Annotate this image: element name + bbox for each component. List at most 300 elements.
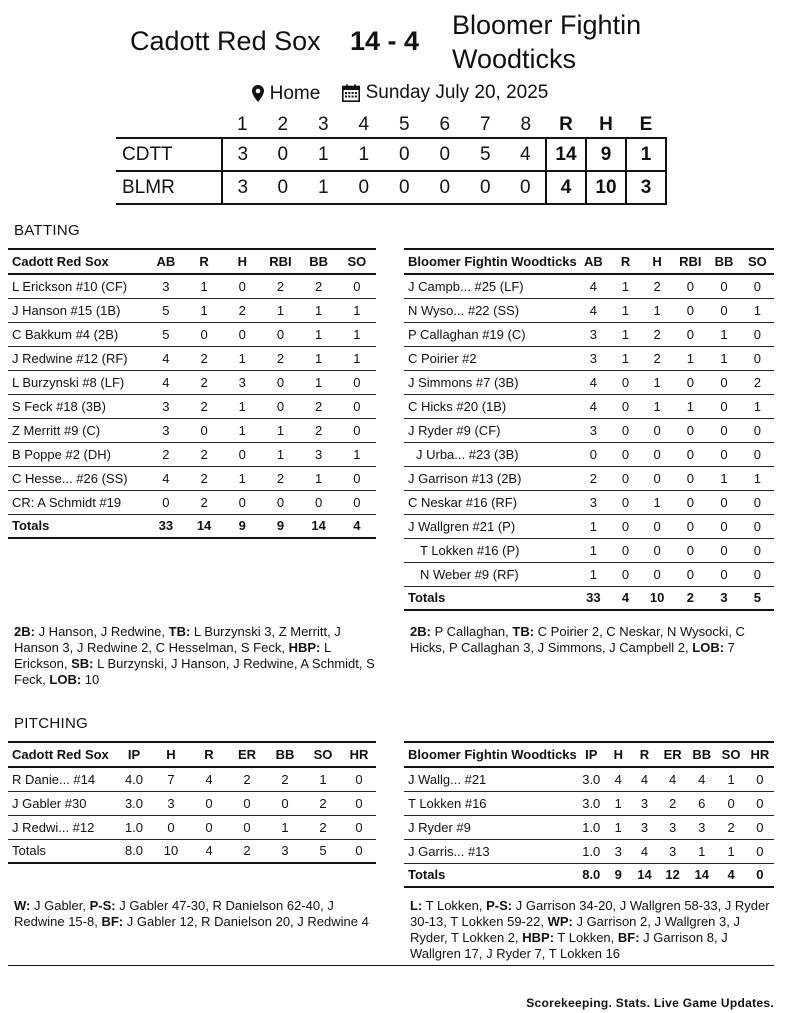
column-header: SO [741, 249, 774, 274]
note-label: L: [410, 898, 423, 913]
stat-cell: 3 [577, 490, 610, 514]
game-header [0, 6, 800, 78]
stat-cell: 5 [147, 298, 185, 322]
stat-cell: 1 [610, 274, 641, 298]
stat-cell: 2 [147, 442, 185, 466]
player-name: J Hanson #15 (1B) [8, 298, 147, 322]
table-row [404, 370, 774, 394]
linescore-e: 1 [626, 138, 666, 171]
table-row [404, 538, 774, 562]
home-pitching-table [404, 741, 774, 888]
inning-runs: 3 [222, 138, 263, 171]
total-cell: 9 [223, 514, 261, 538]
note-text: 10 [81, 672, 100, 687]
total-cell: 3 [707, 586, 740, 610]
stat-cell: 3 [577, 418, 610, 442]
note-label: BF: [617, 930, 640, 945]
table-row [8, 442, 376, 466]
stat-cell: 1 [300, 346, 338, 370]
stat-cell: 0 [185, 322, 223, 346]
player-name: N Weber #9 (RF) [404, 562, 577, 586]
total-cell: 8.0 [577, 863, 606, 887]
stat-cell: 0 [741, 322, 774, 346]
column-header: ER [228, 742, 266, 767]
stat-cell: 0 [185, 418, 223, 442]
player-name: T Lokken #16 (P) [404, 538, 577, 562]
final-score: 14 - 4 [350, 26, 420, 56]
stat-cell: 1 [707, 322, 740, 346]
stat-cell: 0 [261, 394, 299, 418]
stat-cell: 0 [338, 370, 376, 394]
note-text: J Gabler, [30, 898, 90, 913]
stat-cell: 2 [716, 815, 745, 839]
stat-cell: 4 [631, 767, 658, 791]
stat-cell: 1 [610, 298, 641, 322]
stat-cell: 2 [261, 274, 299, 298]
stat-cell: 0 [741, 538, 774, 562]
stat-cell: 2 [641, 346, 673, 370]
stat-cell: 3 [658, 839, 687, 863]
stat-cell: 0 [673, 370, 707, 394]
stat-cell: 3 [223, 370, 261, 394]
total-cell: 5 [304, 839, 342, 863]
column-header: HR [342, 742, 376, 767]
stat-cell: 3 [147, 274, 185, 298]
away-batting-table [8, 248, 376, 539]
stat-cell: 0 [641, 466, 673, 490]
inning-runs: 0 [263, 138, 304, 171]
player-name: J Redwi... #12 [8, 815, 116, 839]
stat-cell: 0 [147, 490, 185, 514]
stat-cell: 0 [190, 791, 228, 815]
stat-cell: 0 [338, 394, 376, 418]
stat-cell: 3 [300, 442, 338, 466]
totals-row [404, 586, 774, 610]
player-name: C Hicks #20 (1B) [404, 394, 577, 418]
stat-cell: 0 [152, 815, 190, 839]
player-name: J Simmons #7 (3B) [404, 370, 577, 394]
stat-cell: 0 [190, 815, 228, 839]
total-cell: 8.0 [116, 839, 152, 863]
column-header: AB [147, 249, 185, 274]
stat-cell: 0 [707, 274, 740, 298]
errors-header: E [639, 113, 653, 135]
note-text: T Lokken, [554, 930, 618, 945]
total-cell: 33 [577, 586, 610, 610]
stat-cell: 4 [147, 370, 185, 394]
table-row [8, 346, 376, 370]
stat-cell: 4 [147, 346, 185, 370]
totals-label: Totals [8, 514, 147, 538]
away-team-name: Cadott Red Sox [130, 26, 321, 56]
table-row [8, 298, 376, 322]
total-cell: 4 [610, 586, 641, 610]
player-name: J Garris... #13 [404, 839, 577, 863]
stat-cell: 0 [342, 815, 376, 839]
stat-cell: 1 [577, 562, 610, 586]
pitching-title: PITCHING [14, 715, 89, 732]
total-cell: 10 [152, 839, 190, 863]
stat-cell: 0 [610, 514, 641, 538]
stat-cell: 5 [147, 322, 185, 346]
stat-cell: 1 [300, 370, 338, 394]
date-label: Sunday July 20, 2025 [365, 82, 549, 103]
stat-cell: 1 [304, 767, 342, 791]
stat-cell: 3.0 [577, 791, 606, 815]
stat-cell: 2 [185, 346, 223, 370]
table-row [8, 394, 376, 418]
stat-cell: 4 [631, 839, 658, 863]
stat-cell: 1 [673, 346, 707, 370]
table-row [404, 274, 774, 298]
table-row [404, 514, 774, 538]
total-cell: 0 [746, 863, 774, 887]
stat-cell: 0 [342, 767, 376, 791]
stat-cell: 0 [673, 322, 707, 346]
column-header: BB [707, 249, 740, 274]
table-row [404, 490, 774, 514]
inning-runs: 1 [303, 138, 344, 171]
stat-cell: 0 [338, 490, 376, 514]
table-row [404, 418, 774, 442]
table-row [404, 394, 774, 418]
stat-cell: 2 [261, 466, 299, 490]
stat-cell: 0 [641, 418, 673, 442]
stat-cell: 3 [687, 815, 716, 839]
linescore-row [116, 138, 666, 171]
table-row [8, 274, 376, 298]
stat-cell: 4 [190, 767, 228, 791]
stat-cell: 1 [673, 394, 707, 418]
note-label: 2B: [14, 624, 35, 639]
linescore-r: 14 [546, 138, 586, 171]
column-header: R [185, 249, 223, 274]
player-name: C Poirier #2 [404, 346, 577, 370]
stat-cell: 0 [610, 538, 641, 562]
note-text: C Poirier 2, C Neskar, N Wysocki, C Hicks, P Callaghan 3, J Simmons, J Campbell 2, [410, 624, 745, 655]
stat-cell: 0 [610, 490, 641, 514]
stat-cell: 2 [577, 466, 610, 490]
stat-cell: 3.0 [116, 791, 152, 815]
stat-cell: 0 [746, 815, 774, 839]
note-label: BF: [101, 914, 124, 929]
away-pitching-notes [14, 898, 380, 930]
stat-cell: 1 [185, 274, 223, 298]
game-date [342, 82, 549, 104]
linescore-e: 3 [626, 171, 666, 204]
inning-runs: 0 [384, 171, 425, 204]
stat-cell: 0 [741, 490, 774, 514]
totals-label: Totals [404, 586, 577, 610]
stat-cell: 3 [152, 791, 190, 815]
column-header: R [190, 742, 228, 767]
player-name: B Poppe #2 (DH) [8, 442, 147, 466]
inning-runs: 0 [263, 171, 304, 204]
stat-cell: 3 [147, 418, 185, 442]
note-text: J Hanson, J Redwine, [34, 624, 169, 639]
column-header: ER [658, 742, 687, 767]
total-cell: 3 [266, 839, 304, 863]
stat-cell: 1 [300, 298, 338, 322]
home-team-name: Bloomer Fightin Woodticks [452, 10, 642, 74]
game-meta [0, 82, 800, 108]
player-name: J Redwine #12 (RF) [8, 346, 147, 370]
inning-runs: 4 [506, 138, 547, 171]
note-label: HBP: [288, 640, 321, 655]
stat-cell: 1 [641, 370, 673, 394]
inning-header: 2 [277, 113, 289, 135]
column-header: R [631, 742, 658, 767]
stat-cell: 4 [687, 767, 716, 791]
stat-cell: 0 [610, 562, 641, 586]
stat-cell: 1 [741, 466, 774, 490]
stat-cell: 0 [610, 466, 641, 490]
note-label: W: [14, 898, 31, 913]
stat-cell: 0 [338, 418, 376, 442]
stat-cell: 0 [707, 298, 740, 322]
note-text: L Erickson, [14, 640, 331, 671]
stat-cell: 1 [338, 346, 376, 370]
total-cell: 4 [190, 839, 228, 863]
stat-cell: 2 [658, 791, 687, 815]
column-header: BB [687, 742, 716, 767]
stat-cell: 0 [673, 274, 707, 298]
linescore-h: 9 [586, 138, 626, 171]
stat-cell: 4 [577, 274, 610, 298]
stat-cell: 1 [741, 394, 774, 418]
stat-cell: 6 [687, 791, 716, 815]
player-name: C Neskar #16 (RF) [404, 490, 577, 514]
table-header [404, 742, 774, 767]
table-row [404, 839, 774, 863]
total-cell: 2 [228, 839, 266, 863]
player-name: J Ryder #9 [404, 815, 577, 839]
stat-cell: 0 [228, 791, 266, 815]
column-header: BB [266, 742, 304, 767]
table-row [404, 346, 774, 370]
stat-cell: 2 [641, 322, 673, 346]
linescore-h: 10 [586, 171, 626, 204]
player-name: J Urba... #23 (3B) [404, 442, 577, 466]
linescore-header [116, 112, 666, 138]
total-cell: 14 [300, 514, 338, 538]
totals-row [8, 839, 376, 863]
note-text: L Burzynski 3, Z Merritt, J Hanson 3, J Redwine 2, C Hesselman, S Feck, [14, 624, 341, 655]
stat-cell: 1 [261, 442, 299, 466]
stat-cell: 0 [223, 322, 261, 346]
stat-cell: 1 [707, 346, 740, 370]
player-name: J Wallg... #21 [404, 767, 577, 791]
hits-header: H [599, 113, 613, 135]
table-header [8, 742, 376, 767]
note-label: P-S: [89, 898, 116, 913]
player-name: C Hesse... #26 (SS) [8, 466, 147, 490]
stat-cell: 0 [673, 514, 707, 538]
stat-cell: 2 [261, 346, 299, 370]
note-text: J Gabler 47-30, R Danielson 62-40, J Redwine 15-8, [14, 898, 334, 929]
note-label: 2B: [410, 624, 431, 639]
column-header: SO [338, 249, 376, 274]
calendar-icon [342, 84, 360, 102]
stat-cell: 3 [631, 791, 658, 815]
player-name: L Burzynski #8 (LF) [8, 370, 147, 394]
totals-label: Totals [8, 839, 116, 863]
stat-cell: 0 [610, 418, 641, 442]
stat-cell: 0 [266, 791, 304, 815]
note-label: TB: [168, 624, 191, 639]
stat-cell: 1 [223, 466, 261, 490]
player-name: N Wyso... #22 (SS) [404, 298, 577, 322]
stat-cell: 0 [741, 418, 774, 442]
note-label: HBP: [522, 930, 555, 945]
stat-cell: 1 [741, 298, 774, 322]
column-header: IP [577, 742, 606, 767]
stat-cell: 1.0 [577, 839, 606, 863]
player-name: R Danie... #14 [8, 767, 116, 791]
stat-cell: 0 [338, 466, 376, 490]
column-header: H [152, 742, 190, 767]
column-header: H [606, 742, 631, 767]
stat-cell: 1 [716, 767, 745, 791]
stat-cell: 0 [707, 418, 740, 442]
stat-cell: 0 [223, 442, 261, 466]
note-text: J Garrison 8, J Wallgren 17, J Ryder 7, T Lokken 16 [410, 930, 728, 961]
stat-cell: 0 [746, 791, 774, 815]
column-header: R [610, 249, 641, 274]
stat-cell: 4 [577, 394, 610, 418]
stat-cell: 0 [707, 562, 740, 586]
stat-cell: 2 [300, 274, 338, 298]
team-name-header: Bloomer Fightin Woodticks [404, 249, 577, 274]
player-name: J Garrison #13 (2B) [404, 466, 577, 490]
note-text: J Garrison 34-20, J Wallgren 58-33, J Ryder 30-13, T Lokken 59-22, [410, 898, 770, 929]
stat-cell: 1 [338, 322, 376, 346]
table-row [404, 815, 774, 839]
inning-header: 1 [236, 113, 248, 135]
column-header: IP [116, 742, 152, 767]
column-header: SO [304, 742, 342, 767]
stat-cell: 1 [223, 394, 261, 418]
stat-cell: 2 [304, 815, 342, 839]
stat-cell: 3 [606, 839, 631, 863]
footer-tagline: Scorekeeping. Stats. Live Game Updates. [526, 996, 774, 1010]
stat-cell: 0 [228, 815, 266, 839]
stat-cell: 0 [707, 514, 740, 538]
stat-cell: 0 [741, 514, 774, 538]
total-cell: 4 [716, 863, 745, 887]
table-row [8, 370, 376, 394]
team-name-header: Cadott Red Sox [8, 249, 147, 274]
note-text: T Lokken, [422, 898, 487, 913]
player-name: T Lokken #16 [404, 791, 577, 815]
stat-cell: 2 [228, 767, 266, 791]
inning-runs: 1 [303, 171, 344, 204]
stat-cell: 0 [707, 490, 740, 514]
stat-cell: 7 [152, 767, 190, 791]
stat-cell: 1.0 [577, 815, 606, 839]
linescore-table [116, 112, 667, 205]
stat-cell: 4 [147, 466, 185, 490]
total-cell: 0 [342, 839, 376, 863]
stat-cell: 0 [673, 418, 707, 442]
stat-cell: 0 [641, 442, 673, 466]
player-name: J Ryder #9 (CF) [404, 418, 577, 442]
stat-cell: 1.0 [116, 815, 152, 839]
stat-cell: 4 [606, 767, 631, 791]
note-text: 7 [724, 640, 735, 655]
note-text: P Callaghan, [430, 624, 513, 639]
stat-cell: 3 [577, 322, 610, 346]
column-header: H [641, 249, 673, 274]
inning-header: 3 [317, 113, 329, 135]
away-pitching-table [8, 741, 376, 864]
stat-cell: 1 [707, 466, 740, 490]
location [252, 83, 321, 105]
stat-cell: 1 [185, 298, 223, 322]
stat-cell: 0 [641, 538, 673, 562]
inning-runs: 0 [425, 171, 466, 204]
home-batting-notes [410, 624, 776, 656]
stat-cell: 0 [707, 370, 740, 394]
column-header: BB [300, 249, 338, 274]
total-cell: 12 [658, 863, 687, 887]
stat-cell: 3 [658, 815, 687, 839]
stat-cell: 1 [577, 514, 610, 538]
stat-cell: 0 [673, 298, 707, 322]
stat-cell: 1 [716, 839, 745, 863]
inning-runs: 0 [506, 171, 547, 204]
inning-runs: 3 [222, 171, 263, 204]
stat-cell: 3 [147, 394, 185, 418]
stat-cell: 0 [746, 767, 774, 791]
stat-cell: 0 [223, 490, 261, 514]
home-batting-table [404, 248, 774, 611]
column-header: H [223, 249, 261, 274]
table-row [404, 442, 774, 466]
player-name: P Callaghan #19 (C) [404, 322, 577, 346]
column-header: RBI [673, 249, 707, 274]
table-row [8, 466, 376, 490]
table-row [8, 767, 376, 791]
table-row [404, 466, 774, 490]
away-batting-notes [14, 624, 380, 688]
inning-header: 5 [398, 113, 410, 135]
stat-cell: 0 [610, 370, 641, 394]
stat-cell: 1 [261, 418, 299, 442]
table-header [8, 249, 376, 274]
note-label: LOB: [49, 672, 82, 687]
stat-cell: 0 [300, 490, 338, 514]
player-name: J Wallgren #21 (P) [404, 514, 577, 538]
player-name: CR: A Schmidt #19 [8, 490, 147, 514]
stat-cell: 1 [266, 815, 304, 839]
column-header: HR [746, 742, 774, 767]
totals-label: Totals [404, 863, 577, 887]
total-cell: 2 [673, 586, 707, 610]
player-name: S Feck #18 (3B) [8, 394, 147, 418]
stat-cell: 1 [610, 322, 641, 346]
stat-cell: 2 [741, 370, 774, 394]
stat-cell: 0 [707, 394, 740, 418]
stat-cell: 0 [610, 442, 641, 466]
total-cell: 9 [606, 863, 631, 887]
stat-cell: 1 [641, 394, 673, 418]
total-cell: 10 [641, 586, 673, 610]
inning-header: 6 [439, 113, 451, 135]
stat-cell: 1 [687, 839, 716, 863]
inning-runs: 0 [465, 171, 506, 204]
stat-cell: 3 [577, 346, 610, 370]
